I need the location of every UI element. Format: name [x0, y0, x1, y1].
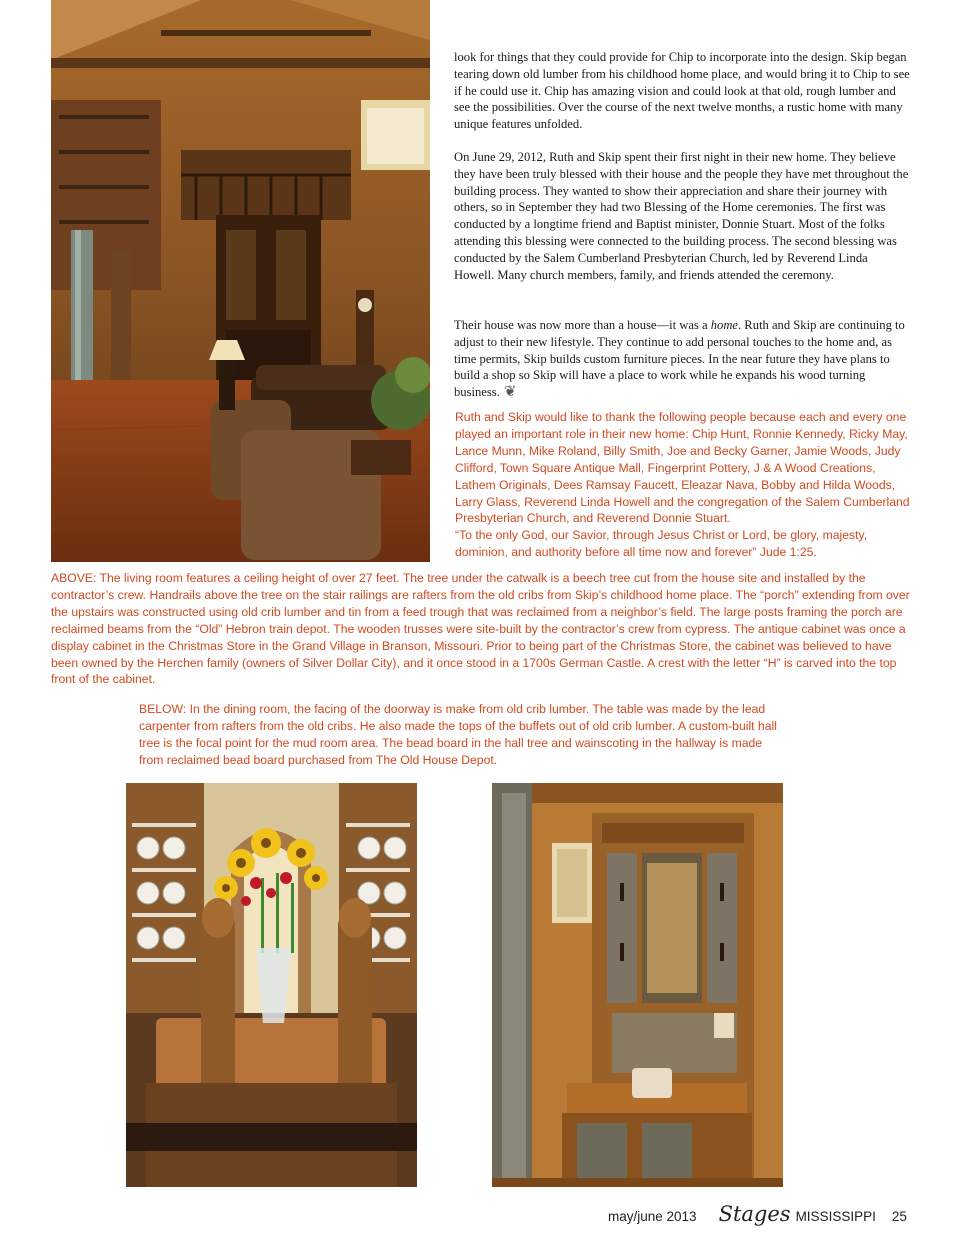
hall-tree-photo — [492, 783, 783, 1187]
caption-above — [51, 570, 911, 688]
caption-above-text: ABOVE: The living room features a ceiling height of over 27 feet. The tree under the catwalk is a beech tree cut from the house site and installed by the contractor’s crew. Handrails above the tree on the stair railings are rafters from the old cribs from Skip’s childhood home place. The “porch” extending from over the upstairs was constructed using old crib lumber and tin from a feed trough that was reclaimed from a neighbor’s field. The large posts framing the porch are reclaimed beams from the “Old” Hebron train depot. The wooden trusses were site-built by the contractor’s crew from cypress. The antique cabinet was once a display cabinet in the Christmas Store in the Grand Village in Branson, Missouri. Prior to being part of the Christmas Store, the cabinet was believed to have been owned by the Herchen family (owners of Silver Dollar City), and it once stood in a 1700s German Castle. A crest with the letter “H” is carved into the top front of the cabinet. — [51, 571, 910, 687]
acknowledgements-text: Ruth and Skip would like to thank the following people because each and every one played an important role in their new home: Chip Hunt, Ronnie Kennedy, Ricky May, Lance Munn, Mike Roland, Billy Smith, Joe and Becky Garner, Jamie Woods, Judy Clifford, Town Square Antique Mall, Fingerprint Pottery, J & A Wood Creations, Lathem Originals, Dees Ramsay Faucett, Eleazar Nava, Bobby and Hilda Woods, Larry Glass, Reverend Linda Howell and the congregation of the Salem Cumberland Presbyterian Church, and Reverend Donnie Stuart. — [455, 410, 910, 526]
emphasized-word: home — [710, 318, 738, 332]
magazine-state: MISSISSIPPI — [795, 1209, 876, 1224]
paragraph-text: . Ruth and Skip are continuing to adjust to their new lifestyle. They continue to add personal touches to the home and, as time permits, Skip builds custom furniture pieces. In the near future they have plans to build a shop so Skip will have a place to work while he expands his wood turning business. — [454, 318, 905, 400]
article-paragraph — [454, 317, 910, 401]
paragraph-text: Their house was now more than a house—it was a — [454, 318, 711, 332]
page-footer — [608, 1202, 918, 1230]
article-paragraph: look for things that they could provide for Chip to incorporate into the design. Skip began tearing down old lumber from his childhood home place, and would bring it to Chip to see if he could use it. Chip has amazing vision and could look at that old, rough lumber and see the possibilities. Over the course of the next twelve months, a rustic home with many unique features unfolded. — [454, 50, 910, 132]
caption-below-text: BELOW: In the dining room, the facing of the doorway is make from old crib lumber. The table was made by the lead carpenter from rafters from the old cribs. He also made the tops of the buffets out of old crib lumber. A custom-built hall tree is the focal point for the mud room area. The bead board in the hall tree and wainscoting in the hallway is made from reclaimed bead board purchased from The Old House Depot. — [139, 702, 777, 767]
dining-room-photo — [126, 783, 417, 1187]
page-number: 25 — [891, 1209, 907, 1224]
living-room-photo — [51, 0, 430, 562]
caption-below — [139, 701, 779, 769]
acknowledgements — [455, 409, 913, 561]
article-paragraph: On June 29, 2012, Ruth and Skip spent their first night in their new home. They believe they have been truly blessed with their house and the people they have met throughout the building process. They wanted to show their appreciation and share their journey with others, so in September they had two Blessing of the Home ceremonies. The first was conducted by a longtime friend and Baptist minister, Donnie Stuart. Most of the folks attending this blessing were connected to the building process. The second blessing was conducted by the Salem Cumberland Presbyterian Church, led by Reverend Linda Howell. Many church members, family, and friends attended the ceremony. — [454, 150, 909, 282]
issue-date: may/june 2013 — [608, 1209, 697, 1224]
scripture-quote: “To the only God, our Savior, through Jesus Christ or Lord, be glory, majesty, dominion, and authority before all time now and forever” Jude 1:25. — [455, 528, 868, 560]
end-ornament-icon: ❦ — [503, 384, 517, 401]
magazine-logo: Stages — [718, 1202, 791, 1226]
